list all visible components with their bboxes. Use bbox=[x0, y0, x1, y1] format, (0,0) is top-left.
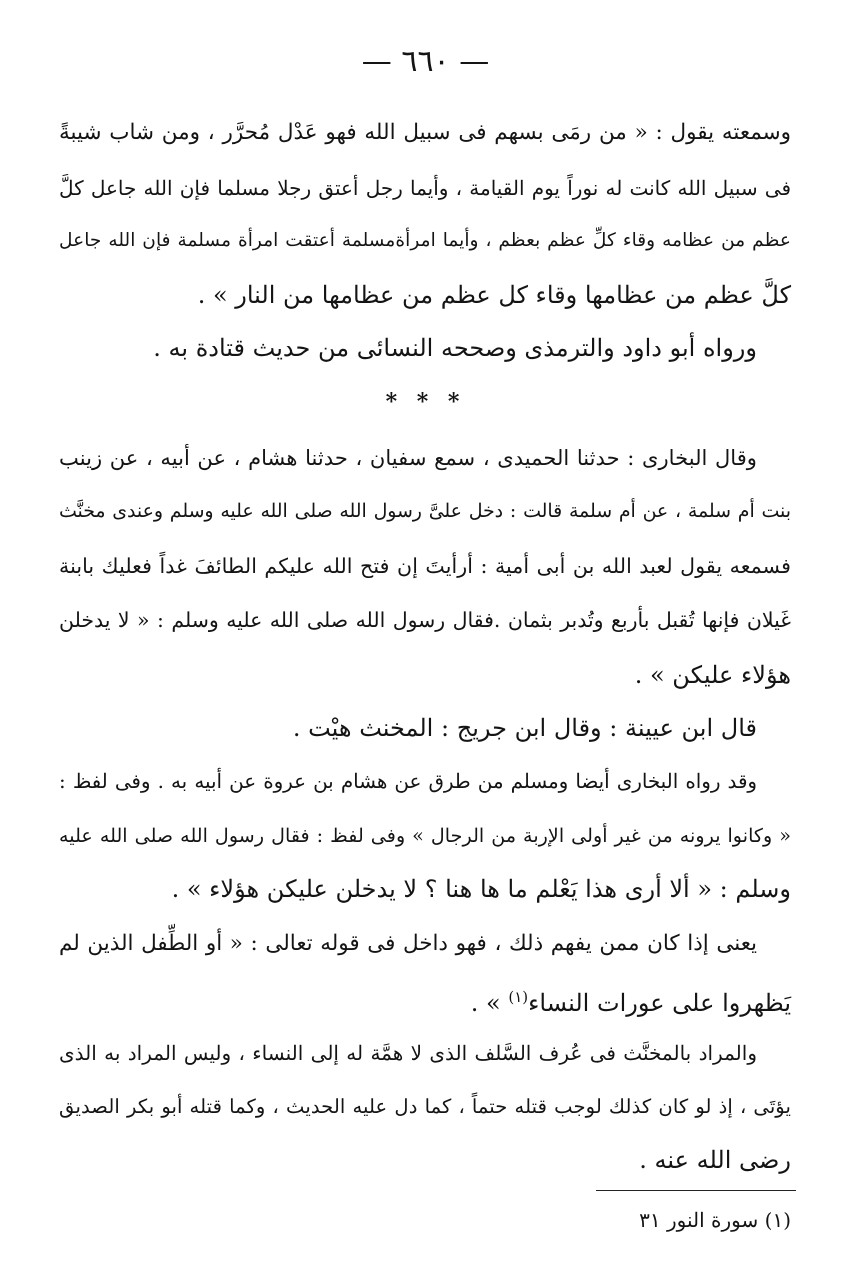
text-line: فسمعه يقول لعبد الله بن أبى أمية : أرأيتَ إن فتح الله عليكم الطائفَ غداً فعليك بابنة bbox=[59, 554, 791, 578]
footnote-reference: (١) bbox=[508, 988, 529, 1006]
text-line: فى سبيل الله كانت له نوراً يوم القيامة ، وأيما رجل أعتق رجلا مسلما فإن الله جاعل كلَّ bbox=[59, 176, 791, 200]
text-segment: » . bbox=[470, 989, 509, 1017]
text-line: عظم من عظامه وقاء كلِّ عظم بعظم ، وأيما امرأةمسلمة أعتقت امرأة مسلمة فإن الله جاعل bbox=[59, 230, 791, 251]
text-line: يعنى إذا كان ممن يفهم ذلك ، فهو داخل فى قوله تعالى : « أو الطِّفل الذين لم bbox=[59, 931, 757, 956]
text-line: وسمعته يقول : « من رمَى بسهم فى سبيل الله فهو عَدْل مُحرَّر ، ومن شاب شيبةً bbox=[59, 120, 791, 145]
page-number: — ٦٦٠ — bbox=[361, 44, 490, 79]
text-line: قال ابن عيينة : وقال ابن جريج : المخنث هيْت . bbox=[292, 714, 757, 742]
text-line: والمراد بالمخنَّث فى عُرف السَّلف الذى لا همَّة له إلى النساء ، وليس المراد به الذى bbox=[59, 1041, 757, 1065]
text-line: هؤلاء عليكن » . bbox=[634, 661, 791, 689]
text-line: كلَّ عظم من عظامها وقاء كل عظم من عظامها من النار » . bbox=[197, 281, 791, 309]
text-line: رضى الله عنه . bbox=[639, 1146, 791, 1174]
text-line: غَيلان فإنها تُقبل بأربع وتُدبر بثمان .فقال رسول الله صلى الله عليه وسلم : « لا يدخلن bbox=[59, 608, 791, 632]
text-line: ورواه أبو داود والترمذى وصححه النسائى من حديث قتادة به . bbox=[153, 334, 757, 362]
section-separator: * * * bbox=[385, 389, 466, 415]
text-line: وسلم : « ألا أرى هذا يَعْلم ما ها هنا ؟ لا يدخلن عليكن هؤلاء » . bbox=[171, 875, 791, 903]
text-line: وقد رواه البخارى أيضا ومسلم من طرق عن هشام بن عروة عن أبيه به . وفى لفظ : bbox=[59, 770, 757, 793]
text-line: وقال البخارى : حدثنا الحميدى ، سمع سفيان ، حدثنا هشام ، عن أبيه ، عن زينب bbox=[59, 445, 757, 470]
text-line: يؤتَى ، إذ لو كان كذلك لوجب قتله حتماً ، كما دل عليه الحديث ، وكما قتله أبو بكر الصديق bbox=[59, 1095, 791, 1118]
footnote: (١) سورة النور ٣١ bbox=[639, 1208, 791, 1232]
text-line-with-footnote bbox=[59, 977, 791, 1017]
footnote-divider bbox=[596, 1190, 796, 1191]
text-segment: يَظهروا على عورات النساء bbox=[528, 989, 791, 1017]
text-line: بنت أم سلمة ، عن أم سلمة قالت : دخل علىَّ رسول الله صلى الله عليه وسلم وعندى مخنَّث bbox=[59, 501, 791, 522]
text-line: « وكانوا يرونه من غير أولى الإربة من الرجال » وفى لفظ : فقال رسول الله صلى الله عليه bbox=[59, 824, 791, 847]
